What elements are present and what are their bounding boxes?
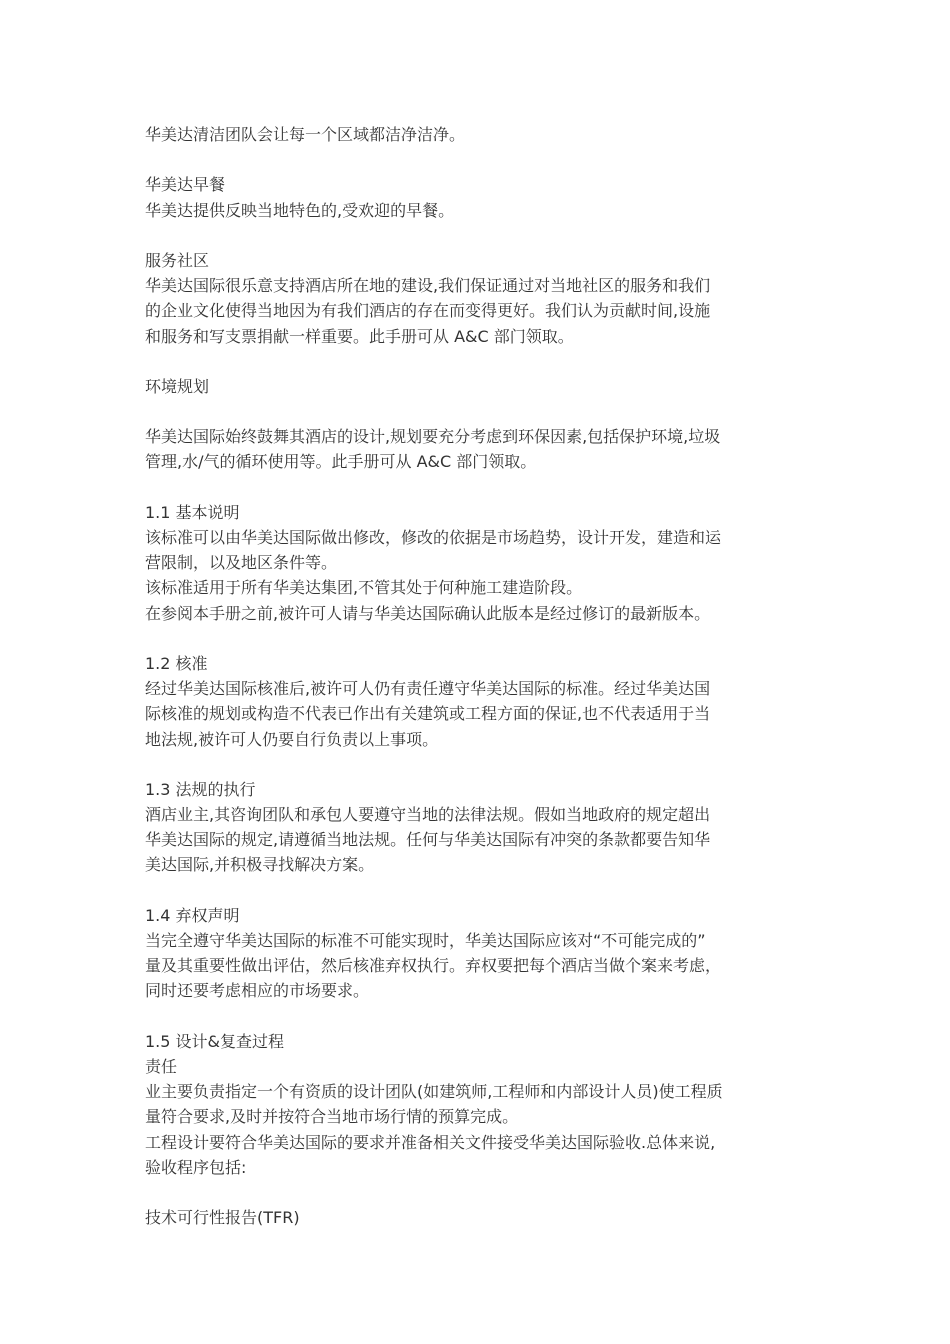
- paragraph: [145, 777, 810, 878]
- text-line: 管理,水/气的循环使用等。此手册可从 A&C 部门领取。: [145, 452, 537, 472]
- text-line: 验收程序包括:: [145, 1157, 247, 1177]
- paragraph-gap: [145, 147, 810, 172]
- text-line: 1.2 核准: [145, 653, 208, 673]
- text-line: 1.1 基本说明: [145, 502, 240, 522]
- text-line: 际核准的规划或构造不代表已作出有关建筑或工程方面的保证,也不代表适用于当: [145, 704, 711, 724]
- paragraph: [145, 1029, 810, 1180]
- paragraph: [145, 424, 810, 474]
- paragraph: [145, 903, 810, 1004]
- paragraph-gap: [145, 878, 810, 903]
- paragraph-gap: [145, 223, 810, 248]
- paragraph: [145, 374, 810, 399]
- text-line: 该标准可以由华美达国际做出修改，修改的依据是市场趋势，设计开发，建造和运: [145, 528, 722, 547]
- paragraph-gap: [145, 475, 810, 500]
- paragraph: [145, 248, 810, 349]
- text-line: 在参阅本手册之前,被许可人请与华美达国际确认此版本是经过修订的最新版本。: [145, 603, 711, 623]
- text-line: 环境规划: [145, 376, 210, 396]
- text-line: 技术可行性报告(TFR): [145, 1208, 300, 1228]
- paragraph-gap: [145, 752, 810, 777]
- paragraph: [145, 500, 810, 626]
- text-line: 酒店业主,其咨询团队和承包人要遵守当地的法律法规。假如当地政府的规定超出: [145, 805, 711, 825]
- text-line: 营限制，以及地区条件等。: [145, 553, 338, 573]
- text-line: 的企业文化使得当地因为有我们酒店的存在而变得更好。我们认为贡献时间,设施: [145, 301, 711, 321]
- text-line: 该标准适用于所有华美达集团,不管其处于何种施工建造阶段。: [145, 578, 583, 598]
- paragraph: [145, 1205, 810, 1230]
- paragraph: [145, 172, 810, 222]
- text-line: 责任: [145, 1056, 178, 1076]
- document-page: [145, 122, 810, 1230]
- text-line: 经过华美达国际核准后,被许可人仍有责任遵守华美达国际的标准。经过华美达国: [145, 679, 711, 699]
- text-line: 量符合要求,及时并按符合当地市场行情的预算完成。: [145, 1107, 519, 1127]
- paragraph: [145, 651, 810, 752]
- text-line: 1.4 弃权声明: [145, 905, 240, 925]
- paragraph-gap: [145, 349, 810, 374]
- text-line: 业主要负责指定一个有资质的设计团队(如建筑师,工程师和内部设计人员)使工程质: [145, 1082, 723, 1102]
- text-line: 华美达国际始终鼓舞其酒店的设计,规划要充分考虑到环保因素,包括保护环境,垃圾: [145, 427, 721, 447]
- text-line: 当完全遵守华美达国际的标准不可能实现时，华美达国际应该对“不可能完成的”: [145, 931, 706, 950]
- paragraph-gap: [145, 626, 810, 651]
- text-line: 工程设计要符合华美达国际的要求并准备相关文件接受华美达国际验收.总体来说,: [145, 1132, 716, 1152]
- text-line: 华美达提供反映当地特色的,受欢迎的早餐。: [145, 200, 455, 220]
- text-line: 华美达清洁团队会让每一个区域都洁净洁净。: [145, 125, 466, 144]
- text-line: 美达国际,并积极寻找解决方案。: [145, 855, 375, 875]
- text-line: 华美达国际很乐意支持酒店所在地的建设,我们保证通过对当地社区的服务和我们: [145, 276, 711, 296]
- text-line: 同时还要考虑相应的市场要求。: [145, 981, 370, 1001]
- paragraph-gap: [145, 1004, 810, 1029]
- paragraph-gap: [145, 1180, 810, 1205]
- text-line: 服务社区: [145, 250, 210, 270]
- text-line: 华美达早餐: [145, 175, 226, 195]
- text-line: 华美达国际的规定,请遵循当地法规。任何与华美达国际有冲突的条款都要告知华: [145, 830, 711, 850]
- paragraph-gap: [145, 399, 810, 424]
- text-line: 量及其重要性做出评估，然后核准弃权执行。弃权要把每个酒店当做个案来考虑，: [145, 956, 722, 976]
- text-line: 和服务和写支票捐献一样重要。此手册可从 A&C 部门领取。: [145, 326, 574, 346]
- text-line: 1.3 法规的执行: [145, 779, 256, 799]
- text-line: 地法规,被许可人仍要自行负责以上事项。: [145, 729, 439, 749]
- text-line: 1.5 设计&复查过程: [145, 1031, 285, 1051]
- paragraph: [145, 122, 810, 147]
